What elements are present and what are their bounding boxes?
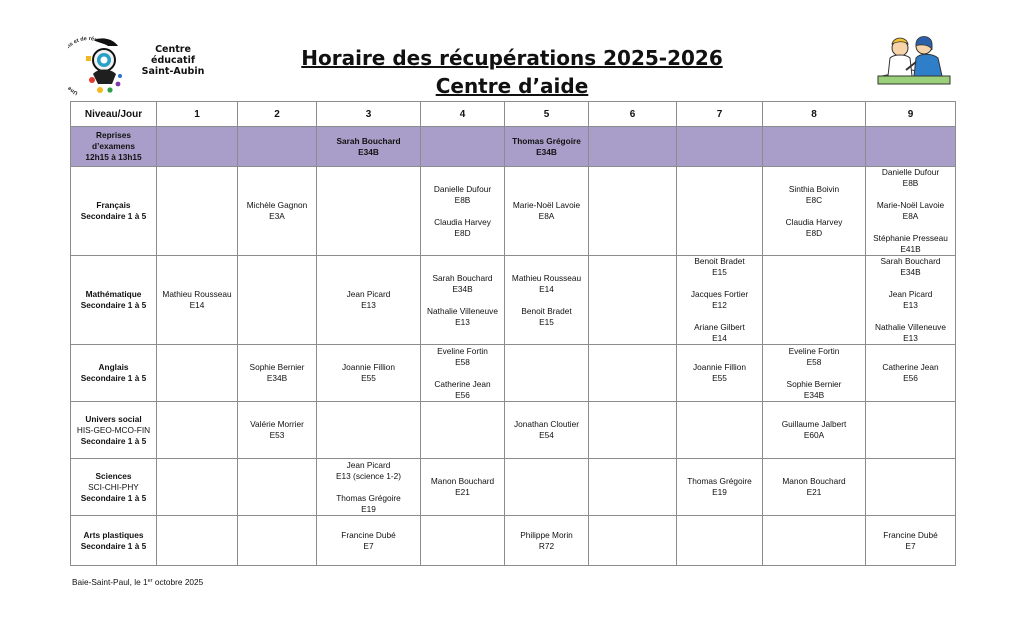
schedule-cell xyxy=(157,459,238,516)
room-number: E56 xyxy=(903,373,918,383)
room-number: E34B xyxy=(803,389,825,400)
room-number: E8D xyxy=(454,227,471,238)
schedule-cell xyxy=(677,345,763,402)
reprises-label-line: 12h15 à 13h15 xyxy=(85,152,142,162)
reprises-label xyxy=(71,127,157,167)
teacher-entry xyxy=(423,184,502,206)
teacher-name: Nathalie Villeneuve xyxy=(427,305,498,316)
schedule-cell xyxy=(317,256,421,345)
room-number: E14 xyxy=(539,283,554,294)
reprises-cell xyxy=(677,127,763,167)
teacher-name: Nathalie Villeneuve xyxy=(875,322,946,332)
schedule-cell xyxy=(763,345,866,402)
school-name xyxy=(128,44,218,77)
schedule-cell xyxy=(866,459,956,516)
teacher-entry xyxy=(679,289,760,311)
teacher-name: Thomas Grégoire xyxy=(336,492,401,503)
day-header: 8 xyxy=(763,102,866,127)
room-number: E19 xyxy=(361,503,376,514)
schedule-cell xyxy=(505,459,589,516)
teacher-entry xyxy=(868,322,953,344)
teacher-entry xyxy=(507,273,586,295)
room-number: E3A xyxy=(269,211,285,221)
teacher-entry xyxy=(159,289,235,311)
subject-level: Secondaire 1 à 5 xyxy=(80,373,147,383)
teacher-name: Stéphanie Presseau xyxy=(873,233,948,243)
room-number: E21 xyxy=(806,487,822,497)
schedule-cell xyxy=(317,516,421,566)
teacher-name: Thomas Grégoire xyxy=(687,476,752,486)
subject-label xyxy=(71,402,157,459)
room-number: E13 (science 1-2) xyxy=(335,470,402,481)
subject-name: Mathématique xyxy=(85,289,142,299)
teacher-entry xyxy=(868,167,953,189)
teacher-name: Claudia Harvey xyxy=(434,216,491,227)
teacher-entry xyxy=(765,346,863,368)
room-number: E15 xyxy=(712,267,727,277)
room-number: E41B xyxy=(900,244,921,254)
teacher-entry xyxy=(765,419,863,441)
subject-level: Secondaire 1 à 5 xyxy=(80,540,147,551)
teacher-entry xyxy=(679,476,760,498)
teacher-entry xyxy=(765,184,863,206)
schedule-cell xyxy=(677,167,763,256)
teacher-name: Guillaume Jalbert xyxy=(781,419,847,429)
room-number: E13 xyxy=(361,300,376,310)
schedule-cell xyxy=(238,256,317,345)
teacher-name: Manon Bouchard xyxy=(782,476,846,486)
schedule-cell xyxy=(157,256,238,345)
room-number: E12 xyxy=(712,300,727,310)
reprises-label-line: Reprises xyxy=(95,130,132,140)
reprises-cell xyxy=(589,127,677,167)
room-number: E8B xyxy=(902,178,919,188)
day-header: 6 xyxy=(589,102,677,127)
teacher-name: Jonathan Cloutier xyxy=(513,419,580,429)
schedule-cell xyxy=(505,516,589,566)
schedule-cell xyxy=(421,256,505,345)
schedule-cell xyxy=(505,167,589,256)
reprises-cell xyxy=(317,127,421,167)
schedule-cell xyxy=(157,167,238,256)
teacher-entry xyxy=(868,362,953,384)
room-number: E34B xyxy=(900,267,921,277)
schedule-cell xyxy=(589,256,677,345)
schedule-cell xyxy=(157,402,238,459)
room-number: E19 xyxy=(712,487,727,497)
teacher-name: Mathieu Rousseau xyxy=(511,272,582,283)
reprises-cell xyxy=(157,127,238,167)
reprises-cell xyxy=(505,127,589,167)
teacher-name: Sophie Bernier xyxy=(786,378,842,389)
room-number: E34B xyxy=(452,283,473,294)
teacher-name: Ariane Gilbert xyxy=(694,322,745,332)
teacher-name: Jacques Fortier xyxy=(690,289,749,299)
teacher-name: Jean Picard xyxy=(346,289,391,299)
room-number: E53 xyxy=(269,430,285,440)
teacher-name: Jean Picard xyxy=(888,289,933,299)
teacher-entry xyxy=(319,493,418,515)
teacher-name: Benoit Bradet xyxy=(521,305,572,316)
teacher-entry xyxy=(423,346,502,368)
schedule-cell xyxy=(866,345,956,402)
corner-header: Niveau/Jour xyxy=(71,102,157,127)
header-row xyxy=(71,102,956,127)
schedule-cell xyxy=(589,459,677,516)
schedule-cell xyxy=(505,345,589,402)
room-number: E7 xyxy=(905,540,916,551)
reprises-teacher: Thomas Grégoire xyxy=(512,135,581,146)
subject-level: Secondaire 1 à 5 xyxy=(80,300,147,310)
teacher-name: Francine Dubé xyxy=(883,529,938,540)
subject-row xyxy=(71,167,956,256)
teacher-entry xyxy=(423,273,502,295)
teacher-name: Marie-Noël Lavoie xyxy=(876,200,945,210)
title-line-2: Centre d’aide xyxy=(435,74,589,98)
teacher-entry xyxy=(507,200,586,222)
teacher-name: Michèle Gagnon xyxy=(246,200,308,210)
teacher-entry xyxy=(868,530,953,552)
school-logo-icon xyxy=(68,34,128,100)
schedule-cell xyxy=(763,256,866,345)
schedule-cell xyxy=(157,345,238,402)
schedule-cell xyxy=(238,345,317,402)
room-number: E8A xyxy=(538,211,555,221)
teacher-name: Sophie Bernier xyxy=(249,362,305,372)
reprises-cell xyxy=(421,127,505,167)
footer-date-rest: octobre 2025 xyxy=(152,577,204,587)
schedule-cell xyxy=(866,256,956,345)
schedule-cell xyxy=(589,167,677,256)
teacher-entry xyxy=(240,200,314,222)
schedule-cell xyxy=(677,402,763,459)
room-number: E8B xyxy=(454,194,471,205)
schedule-cell xyxy=(589,516,677,566)
teacher-name: Catherine Jean xyxy=(882,362,939,372)
schedule-cell xyxy=(763,459,866,516)
teacher-name: Francine Dubé xyxy=(341,529,396,540)
subject-codes: HIS-GEO-MCO-FIN xyxy=(76,424,151,435)
day-header: 3 xyxy=(317,102,421,127)
schedule-cell xyxy=(238,459,317,516)
reprises-cell xyxy=(866,127,956,167)
schedule-cell xyxy=(238,402,317,459)
teacher-name: Sarah Bouchard xyxy=(432,272,493,283)
room-number: E54 xyxy=(539,430,554,440)
subject-name: Arts plastiques xyxy=(83,529,144,540)
teacher-name: Joannie Fillion xyxy=(341,362,396,372)
teacher-entry xyxy=(679,362,760,384)
subject-label xyxy=(71,516,157,566)
subject-row xyxy=(71,402,956,459)
schedule-cell xyxy=(421,516,505,566)
teacher-entry xyxy=(423,379,502,401)
subject-row xyxy=(71,256,956,345)
page-title xyxy=(250,44,774,100)
day-header: 4 xyxy=(421,102,505,127)
room-number: E14 xyxy=(712,333,727,343)
tutoring-clipart-icon xyxy=(872,32,956,90)
teacher-name: Danielle Dufour xyxy=(881,167,940,177)
reprises-cell xyxy=(238,127,317,167)
teacher-entry xyxy=(507,419,586,441)
subject-label xyxy=(71,167,157,256)
reprises-cell xyxy=(763,127,866,167)
subject-label xyxy=(71,256,157,345)
teacher-entry xyxy=(240,362,314,384)
reprises-teacher: Sarah Bouchard xyxy=(336,135,401,146)
teacher-name: Valérie Morrier xyxy=(250,419,304,429)
teacher-entry xyxy=(765,217,863,239)
footer-date xyxy=(72,577,203,587)
schedule-cell xyxy=(763,516,866,566)
teacher-name: Benoit Bradet xyxy=(694,256,745,266)
footer-place: Baie-Saint-Paul, le 1 xyxy=(72,577,148,587)
room-number: E13 xyxy=(903,333,918,343)
teacher-name: Jean Picard xyxy=(346,459,391,470)
schedule-cell xyxy=(157,516,238,566)
teacher-name: Catherine Jean xyxy=(434,378,491,389)
teacher-entry xyxy=(507,306,586,328)
schedule-cell xyxy=(589,402,677,459)
schedule-cell xyxy=(317,402,421,459)
room-number: E13 xyxy=(903,300,918,310)
schedule-table xyxy=(70,101,956,566)
teacher-name: Danielle Dufour xyxy=(433,183,492,194)
schedule-cell xyxy=(238,516,317,566)
day-header: 9 xyxy=(866,102,956,127)
schedule-cell xyxy=(505,402,589,459)
schedule-cell xyxy=(421,402,505,459)
subject-level: Secondaire 1 à 5 xyxy=(80,435,147,446)
room-number: E55 xyxy=(712,373,727,383)
room-number: E7 xyxy=(363,540,374,551)
teacher-entry xyxy=(679,256,760,278)
schedule-cell xyxy=(866,516,956,566)
subject-level: Secondaire 1 à 5 xyxy=(80,492,147,503)
schedule-cell xyxy=(317,459,421,516)
schedule-cell xyxy=(317,167,421,256)
school-name-line: Saint-Aubin xyxy=(141,66,205,77)
teacher-entry xyxy=(868,256,953,278)
teacher-entry xyxy=(319,289,418,311)
school-name-line: Centre xyxy=(155,44,191,55)
title-line-1: Horaire des récupérations 2025-2026 xyxy=(301,46,723,70)
day-header: 7 xyxy=(677,102,763,127)
schedule-cell xyxy=(677,459,763,516)
schedule-cell xyxy=(238,167,317,256)
room-number: E58 xyxy=(806,356,822,367)
subject-level: Secondaire 1 à 5 xyxy=(80,211,147,221)
teacher-entry xyxy=(868,289,953,311)
reprises-row xyxy=(71,127,956,167)
teacher-entry xyxy=(240,419,314,441)
teacher-entry xyxy=(507,530,586,552)
logo-arc-text: Un s et de ré xyxy=(68,36,95,96)
teacher-entry xyxy=(423,306,502,328)
schedule-cell xyxy=(763,402,866,459)
subject-name: Sciences xyxy=(95,470,132,481)
schedule-cell xyxy=(589,345,677,402)
teacher-entry xyxy=(765,379,863,401)
reprises-room: E34B xyxy=(358,146,379,157)
room-number: E55 xyxy=(361,373,376,383)
teacher-entry xyxy=(868,233,953,255)
teacher-entry xyxy=(423,476,502,498)
schedule-cell xyxy=(421,345,505,402)
room-number: E8C xyxy=(805,194,823,205)
room-number: R72 xyxy=(538,540,555,551)
teacher-name: Claudia Harvey xyxy=(785,216,843,227)
schedule-cell xyxy=(677,516,763,566)
teacher-name: Joannie Fillion xyxy=(692,362,747,372)
teacher-entry xyxy=(679,322,760,344)
room-number: E8D xyxy=(805,227,823,238)
subject-name: Français xyxy=(96,200,131,210)
subject-row xyxy=(71,459,956,516)
teacher-name: Marie-Noël Lavoie xyxy=(512,200,581,210)
teacher-name: Manon Bouchard xyxy=(430,476,495,486)
teacher-entry xyxy=(319,460,418,482)
subject-label xyxy=(71,345,157,402)
subject-row xyxy=(71,345,956,402)
teacher-entry xyxy=(765,476,863,498)
teacher-entry xyxy=(423,217,502,239)
teacher-name: Philippe Morin xyxy=(520,529,573,540)
schedule-cell xyxy=(866,167,956,256)
schedule-cell xyxy=(317,345,421,402)
teacher-entry xyxy=(868,200,953,222)
school-name-line: éducatif xyxy=(151,55,195,66)
room-number: E60A xyxy=(803,430,825,440)
teacher-name: Eveline Fortin xyxy=(788,345,840,356)
footer-superscript: er xyxy=(147,578,153,584)
day-header: 5 xyxy=(505,102,589,127)
room-number: E34B xyxy=(266,373,288,383)
teacher-name: Eveline Fortin xyxy=(437,345,488,356)
day-header: 1 xyxy=(157,102,238,127)
subject-label xyxy=(71,459,157,516)
subject-row xyxy=(71,516,956,566)
room-number: E8A xyxy=(902,211,919,221)
subject-codes: SCI-CHI-PHY xyxy=(88,481,139,492)
reprises-label-line: d’examens xyxy=(92,141,135,151)
day-header: 2 xyxy=(238,102,317,127)
room-number: E21 xyxy=(455,487,470,497)
teacher-name: Sarah Bouchard xyxy=(880,256,941,266)
reprises-room: E34B xyxy=(536,146,557,157)
room-number: E56 xyxy=(455,389,470,400)
schedule-cell xyxy=(866,402,956,459)
schedule-cell xyxy=(763,167,866,256)
teacher-name: Mathieu Rousseau xyxy=(162,289,232,299)
schedule-cell xyxy=(421,167,505,256)
room-number: E58 xyxy=(455,356,470,367)
teacher-entry xyxy=(319,362,418,384)
teacher-name: Sinthia Boivin xyxy=(788,183,840,194)
schedule-cell xyxy=(421,459,505,516)
room-number: E15 xyxy=(539,316,554,327)
room-number: E14 xyxy=(189,300,205,310)
subject-name: Anglais xyxy=(98,362,129,372)
schedule-cell xyxy=(677,256,763,345)
schedule-cell xyxy=(505,256,589,345)
subject-name: Univers social xyxy=(85,413,142,424)
room-number: E13 xyxy=(455,316,470,327)
teacher-entry xyxy=(319,530,418,552)
